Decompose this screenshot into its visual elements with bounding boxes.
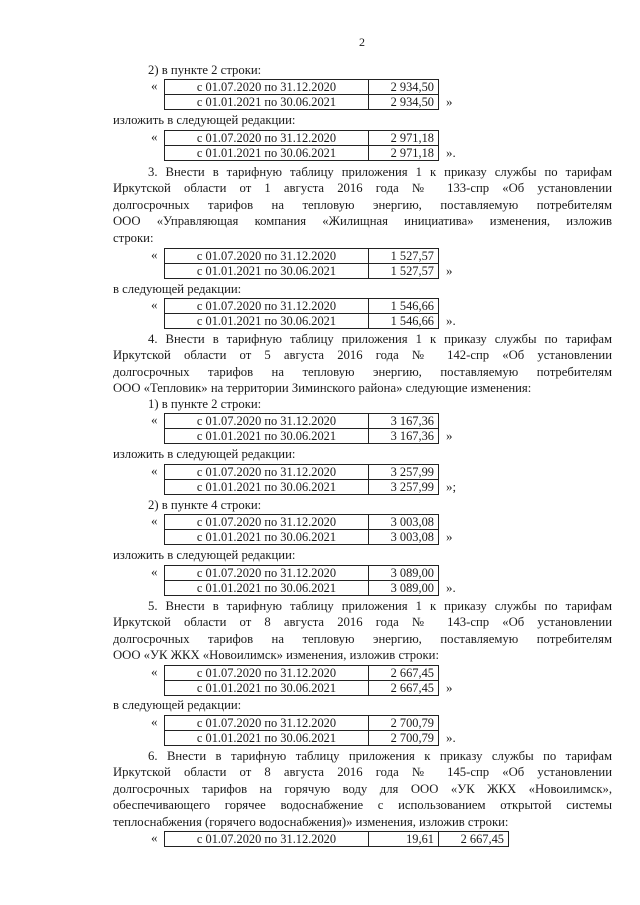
tariff-table — [164, 715, 439, 746]
period-cell: с 01.01.2021 по 30.06.2021 — [165, 480, 369, 495]
period-cell: с 01.01.2021 по 30.06.2021 — [165, 146, 369, 161]
instruction-text: 2) в пункте 4 строки: — [148, 498, 262, 512]
paragraph-line: долгосрочных тарифов на тепловую энергию, поставляемую потребителям — [113, 197, 612, 212]
period-cell: с 01.07.2020 по 31.12.2020 — [165, 566, 369, 581]
tariff-row — [165, 414, 439, 429]
close-quote: » — [446, 263, 453, 278]
paragraph-line: строки: — [113, 230, 154, 245]
instruction-text: изложить в следующей редакции: — [113, 113, 296, 127]
tariff-row — [165, 566, 439, 581]
tariff-value-cell: 3 089,00 — [369, 581, 439, 596]
open-quote: « — [151, 830, 158, 845]
tariff-row — [165, 299, 439, 314]
open-quote: « — [151, 247, 158, 262]
period-cell: с 01.07.2020 по 31.12.2020 — [165, 299, 369, 314]
tariff-value-cell: 19,61 — [369, 832, 439, 847]
instruction-text: изложить в следующей редакции: — [113, 447, 296, 461]
paragraph-line: обеспечивающего горячее водоснабжение с использованием открытой системы — [113, 798, 612, 813]
tariff-row — [165, 530, 439, 545]
tariff-table — [164, 464, 439, 495]
tariff-value-cell: 2 667,45 — [439, 832, 509, 847]
tariff-table — [164, 665, 439, 696]
tariff-value-cell: 1 527,57 — [369, 264, 439, 279]
page-number: 2 — [359, 35, 365, 49]
paragraph-line: ООО «Тепловик» на территории Зиминского района» следующие изменения: — [113, 381, 532, 396]
period-cell: с 01.01.2021 по 30.06.2021 — [165, 681, 369, 696]
tariff-row — [165, 581, 439, 596]
tariff-row — [165, 832, 509, 847]
period-cell: с 01.01.2021 по 30.06.2021 — [165, 731, 369, 746]
open-quote: « — [151, 513, 158, 528]
tariff-value-cell: 2 700,79 — [369, 731, 439, 746]
period-cell: с 01.01.2021 по 30.06.2021 — [165, 581, 369, 596]
tariff-value-cell: 1 527,57 — [369, 249, 439, 264]
tariff-value-cell: 2 667,45 — [369, 666, 439, 681]
tariff-table — [164, 298, 439, 329]
close-quote: »; — [446, 479, 457, 494]
paragraph-line: Иркутской области от 1 августа 2016 года № 133-спр «Об установлении — [113, 181, 612, 196]
close-quote: ». — [446, 313, 456, 328]
tariff-table — [164, 413, 439, 444]
paragraph-line: теплоснабжения (горячего водоснабжения)» изменения, изложив строки: — [113, 814, 509, 829]
tariff-value-cell: 3 167,36 — [369, 414, 439, 429]
paragraph — [113, 598, 612, 664]
period-cell: с 01.07.2020 по 31.12.2020 — [165, 515, 369, 530]
tariff-value-cell: 3 089,00 — [369, 566, 439, 581]
period-cell: с 01.07.2020 по 31.12.2020 — [165, 666, 369, 681]
instruction-text: 2) в пункте 2 строки: — [148, 63, 262, 77]
paragraph-line: Иркутской области от 5 августа 2016 года № 142-спр «Об установлении — [113, 348, 612, 363]
tariff-value-cell: 1 546,66 — [369, 314, 439, 329]
paragraph-line: ООО «УК ЖКХ «Новоилимск» изменения, изложив строки: — [113, 648, 439, 663]
tariff-value-cell: 2 971,18 — [369, 131, 439, 146]
tariff-row — [165, 146, 439, 161]
open-quote: « — [151, 129, 158, 144]
tariff-value-cell: 2 700,79 — [369, 716, 439, 731]
open-quote: « — [151, 463, 158, 478]
tariff-row — [165, 264, 439, 279]
tariff-row — [165, 480, 439, 495]
period-cell: с 01.07.2020 по 31.12.2020 — [165, 131, 369, 146]
tariff-value-cell: 2 934,50 — [369, 95, 439, 110]
tariff-table — [164, 130, 439, 161]
paragraph-line: долгосрочных тарифов на тепловую энергию, поставляемую потребителям — [113, 631, 612, 646]
tariff-value-cell: 3 257,99 — [369, 465, 439, 480]
instruction-text: в следующей редакции: — [113, 282, 242, 296]
paragraph-line: ООО «Управляющая компания «Жилищная инициатива» изменения, изложив — [113, 214, 612, 229]
tariff-row — [165, 95, 439, 110]
open-quote: « — [151, 297, 158, 312]
tariff-row — [165, 249, 439, 264]
tariff-row — [165, 681, 439, 696]
tariff-value-cell: 3 167,36 — [369, 429, 439, 444]
period-cell: с 01.01.2021 по 30.06.2021 — [165, 95, 369, 110]
open-quote: « — [151, 714, 158, 729]
tariff-table — [164, 565, 439, 596]
tariff-table — [164, 831, 509, 847]
period-cell: с 01.01.2021 по 30.06.2021 — [165, 429, 369, 444]
close-quote: » — [446, 680, 453, 695]
paragraph-line: 5. Внести в тарифную таблицу приложения 1 к приказу службы по тарифам — [148, 599, 612, 613]
paragraph-line: Иркутской области от 8 августа 2016 года № 145-спр «Об установлении — [113, 765, 612, 780]
tariff-row — [165, 80, 439, 95]
tariff-row — [165, 716, 439, 731]
tariff-row — [165, 131, 439, 146]
instruction-text: в следующей редакции: — [113, 698, 242, 712]
paragraph-line: долгосрочных тарифов на горячую воду для ООО «УК ЖКХ «Новоилимск», — [113, 781, 612, 796]
paragraph-line: Иркутской области от 8 августа 2016 года № 143-спр «Об установлении — [113, 615, 612, 630]
tariff-row — [165, 666, 439, 681]
period-cell: с 01.07.2020 по 31.12.2020 — [165, 465, 369, 480]
period-cell: с 01.07.2020 по 31.12.2020 — [165, 249, 369, 264]
close-quote: ». — [446, 145, 456, 160]
paragraph — [113, 164, 612, 246]
tariff-row — [165, 731, 439, 746]
close-quote: » — [446, 94, 453, 109]
paragraph — [113, 748, 612, 830]
period-cell: с 01.01.2021 по 30.06.2021 — [165, 530, 369, 545]
tariff-row — [165, 314, 439, 329]
period-cell: с 01.01.2021 по 30.06.2021 — [165, 314, 369, 329]
open-quote: « — [151, 564, 158, 579]
tariff-row — [165, 515, 439, 530]
period-cell: с 01.01.2021 по 30.06.2021 — [165, 264, 369, 279]
tariff-table — [164, 248, 439, 279]
tariff-value-cell: 3 257,99 — [369, 480, 439, 495]
period-cell: с 01.07.2020 по 31.12.2020 — [165, 80, 369, 95]
paragraph-line: долгосрочных тарифов на тепловую энергию, поставляемую потребителям — [113, 364, 612, 379]
open-quote: « — [151, 412, 158, 427]
tariff-table — [164, 514, 439, 545]
close-quote: » — [446, 529, 453, 544]
tariff-value-cell: 2 667,45 — [369, 681, 439, 696]
open-quote: « — [151, 78, 158, 93]
tariff-table — [164, 79, 439, 110]
period-cell: с 01.07.2020 по 31.12.2020 — [165, 414, 369, 429]
close-quote: ». — [446, 580, 456, 595]
instruction-text: изложить в следующей редакции: — [113, 548, 296, 562]
tariff-row — [165, 465, 439, 480]
paragraph-line: 6. Внести в тарифную таблицу приложения к приказу службы по тарифам — [148, 749, 612, 763]
close-quote: ». — [446, 730, 456, 745]
tariff-value-cell: 3 003,08 — [369, 515, 439, 530]
paragraph-line: 3. Внести в тарифную таблицу приложения 1 к приказу службы по тарифам — [148, 165, 612, 179]
tariff-row — [165, 429, 439, 444]
paragraph-line: 4. Внести в тарифную таблицу приложения 1 к приказу службы по тарифам — [148, 332, 612, 346]
tariff-value-cell: 1 546,66 — [369, 299, 439, 314]
open-quote: « — [151, 664, 158, 679]
tariff-value-cell: 2 934,50 — [369, 80, 439, 95]
period-cell: с 01.07.2020 по 31.12.2020 — [165, 716, 369, 731]
period-cell: с 01.07.2020 по 31.12.2020 — [165, 832, 369, 847]
close-quote: » — [446, 428, 453, 443]
tariff-value-cell: 2 971,18 — [369, 146, 439, 161]
tariff-value-cell: 3 003,08 — [369, 530, 439, 545]
instruction-text: 1) в пункте 2 строки: — [148, 397, 262, 411]
paragraph — [113, 331, 612, 397]
